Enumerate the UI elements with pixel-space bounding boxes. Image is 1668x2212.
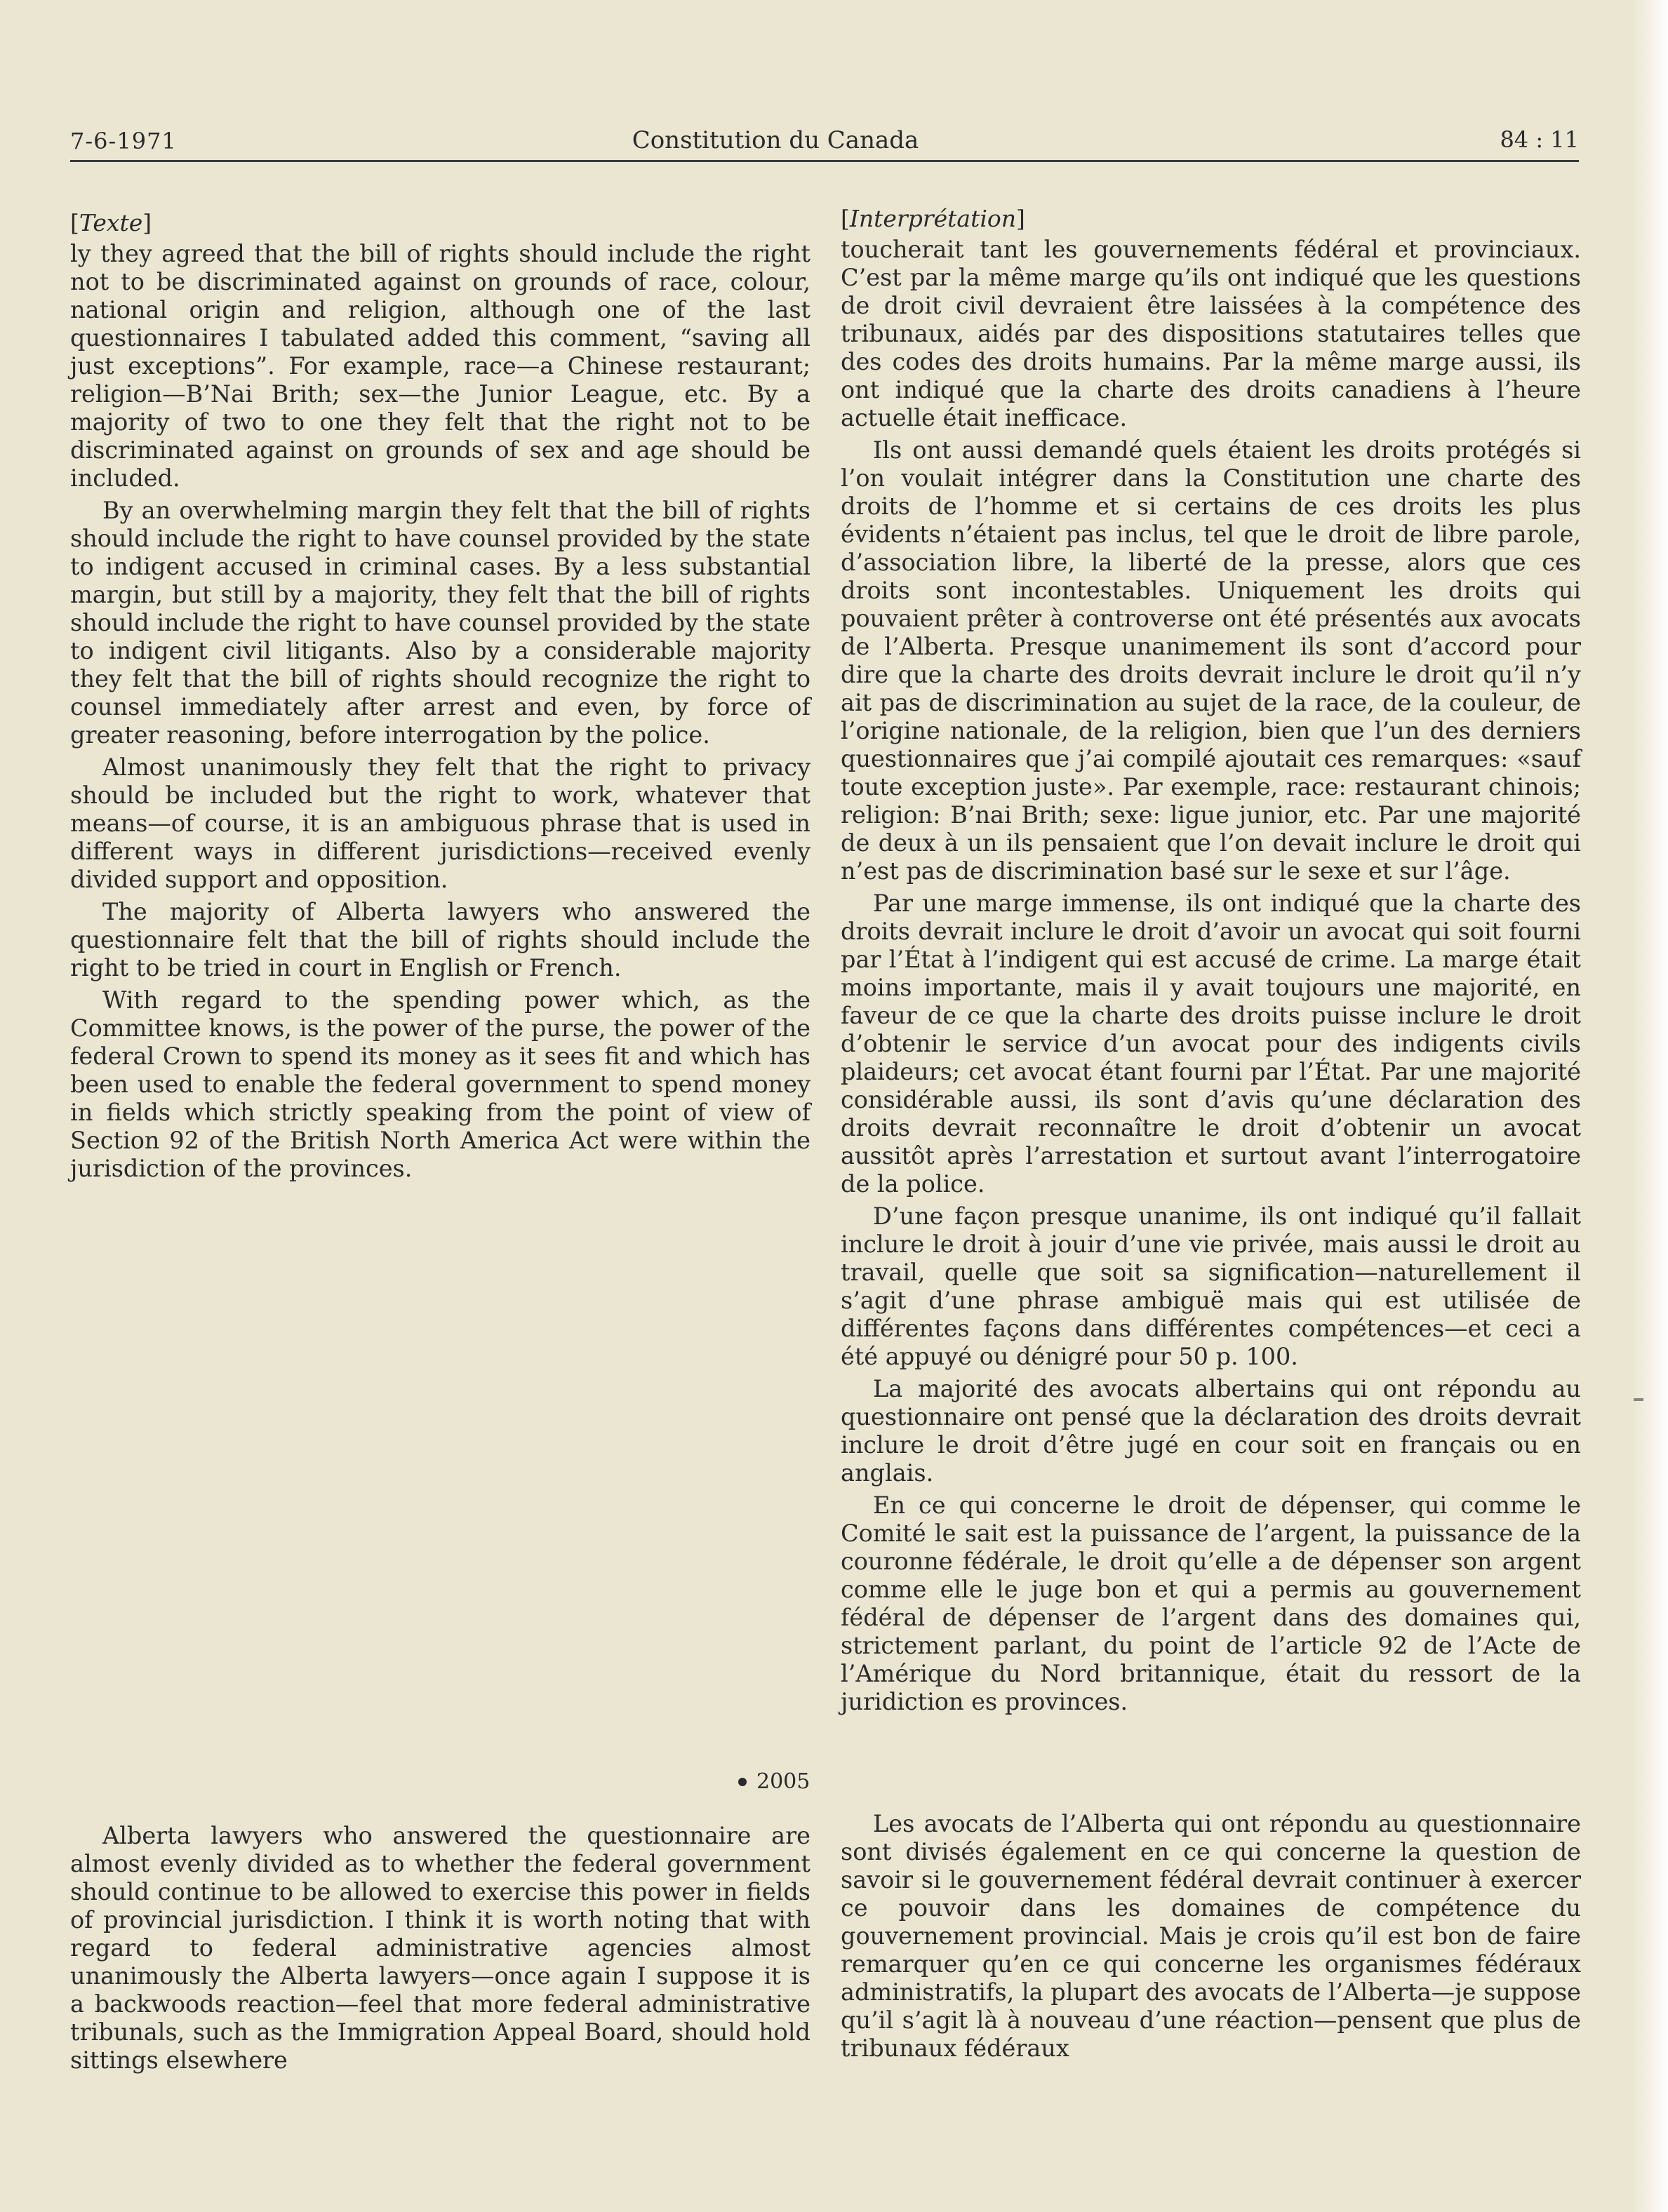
left-column-label: [Texte]: [70, 209, 152, 236]
right-column-bottom: [841, 1810, 1581, 2067]
left-paragraph-4: The majority of Alberta lawyers who answered the questionnaire felt that the bill of rights should include the right to be tried in court in English or French.: [70, 898, 810, 981]
right-paragraph-1: toucherait tant les gouvernements fédéral et provinciaux. C’est par la même marge qu’ils ont indiqué que les questions de droit civil devraient être laissées à la compétence des tribunaux, aidés par des dispositions statutaires telles que des codes des droits humains. Par la même marge aussi, ils ont indiqué que la charte des droits canadiens à l’heure actuelle était inefficace.: [841, 236, 1581, 431]
right-paragraph-2: Ils ont aussi demandé quels étaient les droits protégés si l’on voulait intégrer dans la Constitution une charte des droits de l’homme et si certains de ces droits les plus évidents n’étaient pas inclus, tel que le droit de libre parole, d’association libre, la liberté de la presse, alors que ces droits sont incontestables. Uniquement les droits qui pouvaient prêter à controverse ont été présentés aux avocats de l’Alberta. Presque unanimement ils sont d’accord pour dire que la charte des droits devrait inclure le droit qu’il n’y ait pas de discrimination au sujet de la race, de la couleur, de l’origine nationale, de la religion, bien que l’un des derniers questionnaires que j’ai compilé ajoutait ces remarques: «sauf toute exception juste». Par exemple, race: restaurant chinois; religion: B’nai Brith; sexe: ligue junior, etc. Par une majorité de deux à un ils pensaient que l’on devait inclure le droit qui n’est pas de discrimination basé sur le sexe et sur l’âge.: [841, 436, 1581, 885]
left-label-text: Texte: [79, 209, 143, 236]
bullet-icon: [738, 1778, 747, 1786]
right-label-text: Interprétation: [849, 205, 1017, 232]
left-paragraph-after-marker: Alberta lawyers who answered the questionnaire are almost evenly divided as to whether the federal government should continue to be allowed to exercise this power in fields of provincial jurisdiction. I think it is worth noting that with regard to federal administrative agencies almost unanimously the Alberta lawyers—once again I suppose it is a backwoods reaction—feel that more federal administrative tribunals, such as the Immigration Appeal Board, should hold sittings elsewhere: [70, 1822, 810, 2074]
right-paragraph-4: D’une façon presque unanime, ils ont indiqué qu’il fallait inclure le droit à jouir d’une vie privée, mais aussi le droit au travail, quelle que soit sa signification—naturellement il s’agit d’une phrase ambiguë mais qui est utilisée de différentes façons dans différentes compétences—et ceci a été appuyé ou dénigré pour 50 p. 100.: [841, 1202, 1581, 1370]
right-paragraph-6: En ce qui concerne le droit de dépenser, qui comme le Comité le sait est la puissance de l’argent, la puissance de la couronne fédérale, le droit qu’elle a de dépenser son argent comme elle le juge bon et qui a permis au gouvernement fédéral de dépenser de l’argent dans des domaines qui, strictement parlant, du point de l’article 92 de l’Acte de l’Amérique du Nord britannique, était du ressort de la juridiction es provinces.: [841, 1492, 1581, 1715]
right-paragraph-after-marker: Les avocats de l’Alberta qui ont répondu au questionnaire sont divisés également en ce qui concerne la question de savoir si le gouvernement fédéral devrait continuer à exercer ce pouvoir dans les domaines de compétence du gouvernement provincial. Mais je crois qu’il est bon de faire remarquer qu’en ce qui concerne les organismes fédéraux administratifs, la plupart des avocats de l’Alberta—je suppose qu’il s’agit là à nouveau d’une réaction—pensent que plus de tribunaux fédéraux: [841, 1810, 1581, 2062]
left-column-bottom: [70, 1822, 810, 2079]
right-column-top: [841, 205, 1581, 1720]
left-column-top: [70, 209, 810, 1187]
right-paragraph-5: La majorité des avocats albertains qui ont répondu au questionnaire ont pensé que la déclaration des droits devrait inclure le droit d’être jugé en cour soit en français ou en anglais.: [841, 1375, 1581, 1487]
time-marker: [738, 1769, 810, 1794]
header-title: Constitution du Canada: [632, 126, 919, 154]
left-paragraph-3: Almost unanimously they felt that the right to privacy should be included but the right to work, whatever that means—of course, it is an ambiguous phrase that is used in different ways in different jurisdictions—received evenly divided support and opposition.: [70, 753, 810, 893]
time-marker-text: 2005: [756, 1769, 810, 1794]
header-date: 7-6-1971: [70, 128, 177, 154]
right-column-label: [Interprétation]: [841, 205, 1025, 232]
left-paragraph-5: With regard to the spending power which, as the Committee knows, is the power of the purse, the power of the federal Crown to spend its money as it sees fit and which has been used to enable the federal government to spend money in fields which strictly speaking from the point of view of Section 92 of the British North America Act were within the jurisdiction of the provinces.: [70, 986, 810, 1182]
page-edge-shadow: [1632, 0, 1668, 2212]
left-paragraph-2: By an overwhelming margin they felt that the bill of rights should include the right to have counsel provided by the state to indigent accused in criminal cases. By a less substantial margin, but still by a majority, they felt that the bill of rights should include the right to have counsel provided by the state to indigent civil litigants. Also by a considerable majority they felt that the bill of rights should recognize the right to counsel immediately after arrest and even, by force of greater reasoning, before interrogation by the police.: [70, 497, 810, 749]
left-paragraph-1: ly they agreed that the bill of rights should include the right not to be discriminated against on grounds of race, colour, national origin and religion, although one of the last questionnaires I tabulated added this comment, “saving all just exceptions”. For example, race—a Chinese restaurant; religion—B’Nai Brith; sex—the Junior League, etc. By a majority of two to one they felt that the right not to be discriminated against on grounds of sex and age should be included.: [70, 240, 810, 492]
page-header: [70, 118, 1579, 162]
ink-speck: [1634, 1398, 1643, 1401]
right-paragraph-3: Par une marge immense, ils ont indiqué que la charte des droits devrait inclure le droit d’avoir un avocat qui soit fourni par l’État à l’indigent qui est accusé de crime. La marge était moins importante, mais il y avait toujours une majorité, en faveur de ce que la charte des droits puisse inclure le droit d’obtenir le service d’un avocat pour des indigents civils plaideurs; cet avocat étant fourni par l’État. Par une majorité considérable aussi, ils sont d’avis qu’une déclaration des droits devrait reconnaître le droit d’obtenir un avocat aussitôt après l’arrestation et surtout avant l’interrogatoire de la police.: [841, 890, 1581, 1198]
page-number: 84 : 11: [1500, 126, 1579, 153]
